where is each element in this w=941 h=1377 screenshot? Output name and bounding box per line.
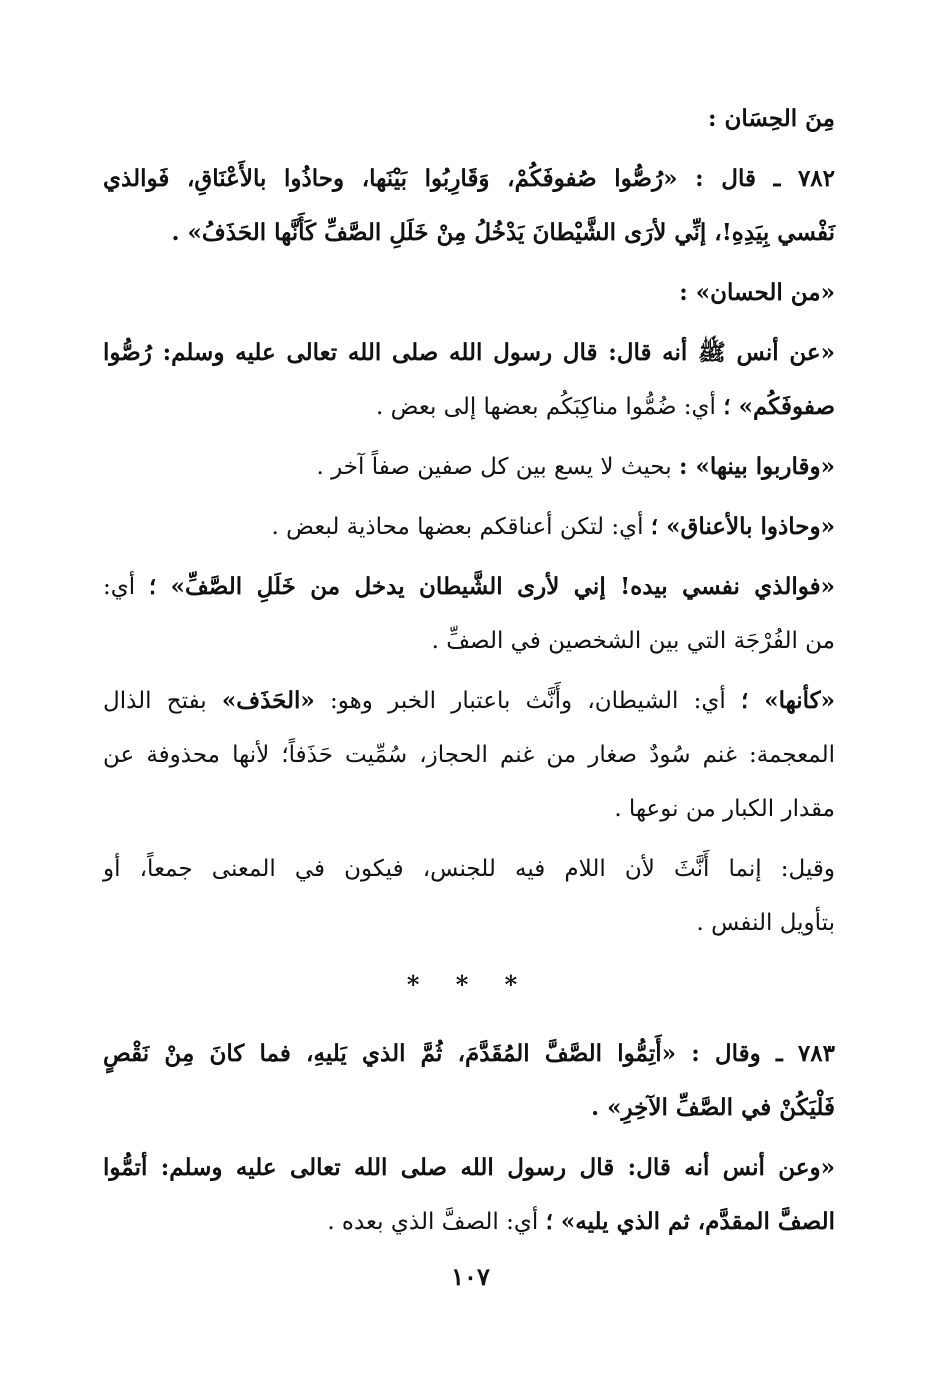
commentary-6-mid: أي: الشيطان، وأَنَّث باعتبار الخبر وهو: <box>314 688 742 714</box>
section-heading-text: مِنَ الحِسَان : <box>708 105 835 132</box>
commentary-5-line-1 <box>103 560 835 614</box>
commentary-6-line-3 <box>103 782 835 836</box>
commentary-6-text-2: المعجمة: غنم سُودٌ صغار من غنم الحجاز، سُمِّيت حَذَفاً؛ لأنها محذوفة عن <box>103 742 835 768</box>
commentary-5-text-2: من الفُرْجَة التي بين الشخصين في الصفِّ . <box>431 628 835 654</box>
commentary-6-line-1 <box>103 674 835 728</box>
hadith-783-text-2: فَلْيَكُنْ في الصَّفِّ الآخِرِ» . <box>591 1094 835 1121</box>
commentary-6-line-2 <box>103 728 835 782</box>
section-heading <box>103 92 835 146</box>
hadith-783-text-1: «أَتِمُّوا الصَّفَّ المُقَدَّمَ، ثُمَّ الذي يَليهِ، فما كانَ مِنْ نَقْصٍ <box>103 1040 676 1067</box>
commentary-3-bold: «وقاربوا بينها» : <box>678 453 835 480</box>
commentary-2-rest-2: أي: ضُمُّوا مناكِبَكُم بعضها إلى بعض . <box>376 394 724 420</box>
commentary-8-text-1: «وعن أنس أنه قال: قال رسول الله صلى الله تعالى عليه وسلم: أتمُّوا <box>103 1154 835 1181</box>
commentary-6-bold-a: «كأنها» ؛ <box>741 687 835 714</box>
commentary-3 <box>103 440 835 494</box>
commentary-4 <box>103 500 835 554</box>
commentary-2-text-1: «عن أنس ﷺ أنه قال: قال رسول الله صلى الله تعالى عليه وسلم: رُصُّوا <box>103 339 835 366</box>
commentary-6-text-3: مقدار الكبار من نوعها . <box>614 796 835 822</box>
hadith-782-number: ٧٨٢ ـ قال : <box>695 165 835 192</box>
commentary-5-bold: «فوالذي نفسي بيده! إني لأرى الشَّيطان يدخل من خَلَلِ الصَّفِّ» ؛ <box>148 573 836 600</box>
hadith-782-line-1 <box>103 152 835 206</box>
hadith-782-text-1: «رُصُّوا صُفوفَكُمْ، وَقَارِبُوا بَيْنَها، وحاذُوا بالأَعْنَاقِ، فَوالذي <box>103 165 678 192</box>
hadith-783-line-2 <box>103 1081 835 1135</box>
page-number: ١٠٧ <box>451 1262 490 1291</box>
commentary-6-bold-b: «الحَذَف» <box>221 687 315 714</box>
commentary-5-rest: أي: <box>103 574 149 600</box>
commentary-3-rest: بحيث لا يسع بين كل صفين صفاً آخر . <box>316 454 679 480</box>
commentary-2-line-1 <box>103 326 835 380</box>
commentary-7-line-1 <box>103 842 835 896</box>
commentary-7-text-2: بتأويل النفس . <box>696 910 835 936</box>
hadith-783-line-1 <box>103 1027 835 1081</box>
commentary-2-line-2 <box>103 380 835 434</box>
hadith-783-number: ٧٨٣ ـ وقال : <box>691 1040 835 1067</box>
commentary-8-line-2 <box>103 1195 835 1249</box>
section-separator: * * * <box>406 970 532 999</box>
commentary-8-rest-2: أي: الصفَّ الذي بعده . <box>327 1209 546 1235</box>
commentary-8-line-1 <box>103 1141 835 1195</box>
commentary-5-line-2 <box>103 614 835 668</box>
commentary-6-end: بفتح الذال <box>103 688 222 714</box>
hadith-782-line-2 <box>103 206 835 260</box>
commentary-8-bold-2: الصفَّ المقدَّم، ثم الذي يليه» ؛ <box>545 1208 835 1235</box>
commentary-7-line-2 <box>103 896 835 950</box>
commentary-heading <box>103 266 835 320</box>
commentary-4-rest: أي: لتكن أعناقكم بعضها محاذية لبعض . <box>271 514 651 540</box>
commentary-heading-text: «من الحسان» : <box>679 279 835 306</box>
commentary-7-text-1: وقيل: إنما أَنَّثَ لأن اللام فيه للجنس، فيكون في المعنى جمعاً، أو <box>103 856 835 882</box>
hadith-782-text-2: نَفْسي بِيَدِهِ!، إنِّي لأرَى الشَّيْطانَ يَدْخُلُ مِنْ خَلَلِ الصَّفِّ كَأَنَّها الحَذَفُ» . <box>171 219 835 246</box>
commentary-2-bold-2: صفوفَكُم» ؛ <box>723 393 835 420</box>
book-page-body <box>103 92 835 1249</box>
commentary-4-bold: «وحاذوا بالأعناق» ؛ <box>650 513 835 540</box>
